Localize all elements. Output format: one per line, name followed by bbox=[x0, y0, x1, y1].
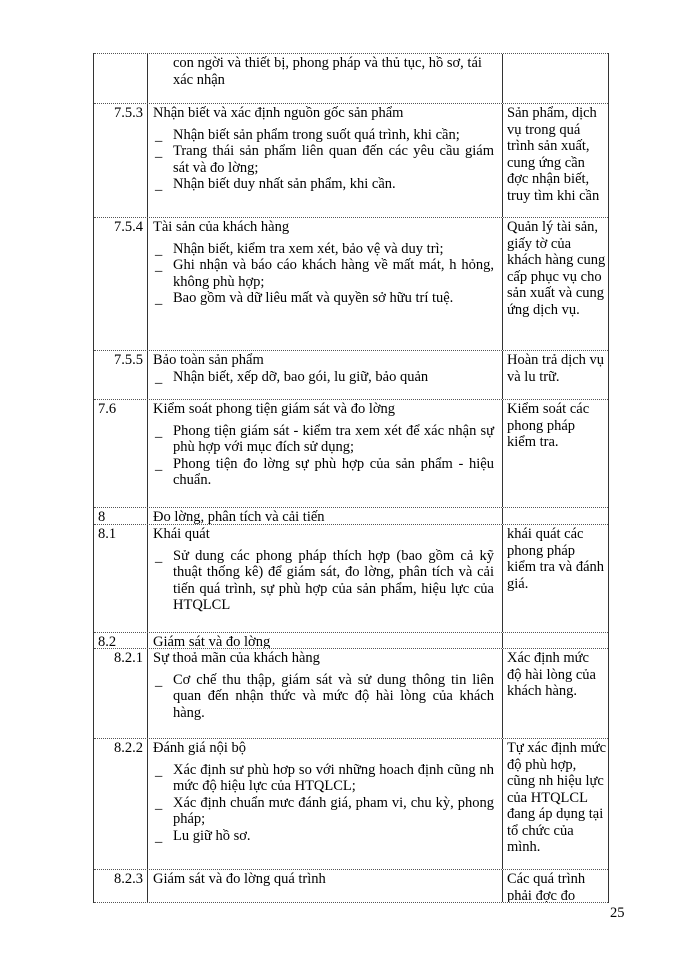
section-note bbox=[502, 508, 610, 524]
section-number: 7.5.5 bbox=[114, 352, 143, 368]
section-note: Hoàn trả dịch vụ và lu trữ. bbox=[502, 351, 610, 399]
section-number: 8.1 bbox=[98, 526, 117, 542]
bullet-item bbox=[153, 762, 494, 795]
bullet-item bbox=[153, 176, 494, 193]
section-number: 8.2 bbox=[98, 634, 117, 648]
dash-bullet-icon: _ bbox=[155, 369, 163, 386]
dash-bullet-icon: _ bbox=[155, 795, 163, 812]
table-row bbox=[94, 869, 608, 903]
section-note: Các quá trình phải đợc đo bbox=[502, 870, 610, 902]
table-row bbox=[94, 632, 608, 648]
dash-bullet-icon: _ bbox=[155, 291, 163, 307]
bullet-text: Trang thái sản phẩm liên quan đến các yêu cầu giám sát và đo lờng; bbox=[173, 143, 494, 176]
bullet-list bbox=[153, 423, 494, 489]
section-title: Kiểm soát phong tiện giám sát và đo lờng bbox=[153, 401, 396, 417]
section-title: Khái quát bbox=[153, 526, 210, 542]
section-note: Kiểm soát các phong pháp kiểm tra. bbox=[502, 400, 610, 507]
dash-bullet-icon: _ bbox=[155, 258, 163, 274]
table-row bbox=[94, 217, 608, 350]
bullet-text: Xác định chuẩn mưc đánh giá, pham vi, chu kỳ, phong pháp; bbox=[173, 794, 494, 827]
section-note: Quản lý tài sản, giấy tờ của khách hàng cung cấp phục vụ cho sản xuất và cung ứng dịch vụ. bbox=[502, 218, 610, 350]
section-content bbox=[147, 870, 502, 902]
bullet-list bbox=[153, 762, 494, 845]
section-title: Tài sản của khách hàng bbox=[153, 219, 290, 235]
section-content bbox=[147, 104, 502, 217]
section-note: Tự xác định mức độ phù hợp, cũng nh hiệu lực của HTQLCL đang áp dụng tại tổ chức của mình. bbox=[502, 739, 610, 869]
section-number: 8.2.1 bbox=[114, 650, 143, 666]
bullet-item bbox=[153, 548, 494, 614]
section-title: Bảo toàn sản phẩm bbox=[153, 352, 264, 368]
bullet-list bbox=[153, 241, 494, 307]
section-number bbox=[94, 54, 147, 103]
dash-bullet-icon: _ bbox=[155, 127, 163, 144]
continued-text: con ngời và thiết bị, phong pháp và thủ tục, hồ sơ, tái xác nhận bbox=[173, 55, 482, 88]
bullet-item bbox=[153, 290, 494, 307]
bullet-item bbox=[153, 127, 494, 144]
dash-bullet-icon: _ bbox=[155, 144, 163, 160]
bullet-text: Phong tiện giám sát - kiểm tra xem xét để xác nhận sự phù hợp với mục đích sử dụng; bbox=[173, 422, 494, 455]
section-note: khái quát các phong pháp kiểm tra và đánh giá. bbox=[502, 525, 610, 632]
dash-bullet-icon: _ bbox=[155, 672, 163, 689]
bullet-item bbox=[153, 257, 494, 290]
section-content bbox=[147, 400, 502, 507]
section-number: 7.6 bbox=[98, 401, 117, 417]
table-row bbox=[94, 524, 608, 632]
bullet-list bbox=[153, 369, 494, 386]
table-row bbox=[94, 103, 608, 217]
bullet-list bbox=[153, 127, 494, 193]
section-title: Sự thoả mãn của khách hàng bbox=[153, 650, 320, 666]
section-content bbox=[147, 739, 502, 869]
table-row bbox=[94, 507, 608, 524]
bullet-item bbox=[153, 828, 494, 845]
section-number: 8 bbox=[98, 509, 106, 524]
bullet-text: Ghi nhận và báo cáo khách hàng về mất mát, h hỏng, không phù hợp; bbox=[173, 257, 494, 290]
table-row bbox=[94, 399, 608, 507]
section-title: Giám sát và đo lờng bbox=[153, 634, 271, 648]
dash-bullet-icon: _ bbox=[155, 456, 163, 473]
section-content bbox=[147, 508, 502, 524]
section-content bbox=[147, 649, 502, 738]
bullet-text: Nhận biết, xếp dỡ, bao gói, lu giữ, bảo quản bbox=[173, 368, 429, 385]
table-row bbox=[94, 738, 608, 869]
section-content bbox=[147, 525, 502, 632]
bullet-text: Sử dung các phong pháp thích hợp (bao gồm cả kỹ thuật thống kê) để giám sát, đo lờng, phân tích và cải tiến quá trình, sự phù hợp của sản phẩm, hiệu lực của HTQLCL bbox=[173, 547, 494, 613]
dash-bullet-icon: _ bbox=[155, 177, 163, 193]
table-row bbox=[94, 53, 608, 103]
bullet-text: Nhận biết sản phẩm trong suốt quá trình, khi cần; bbox=[173, 126, 460, 143]
bullet-item bbox=[153, 795, 494, 828]
section-content bbox=[147, 54, 502, 103]
bullet-text: Lu giữ hồ sơ. bbox=[173, 827, 251, 844]
dash-bullet-icon: _ bbox=[155, 548, 163, 565]
bullet-item bbox=[153, 423, 494, 456]
section-note bbox=[502, 54, 610, 103]
dash-bullet-icon: _ bbox=[155, 828, 163, 845]
bullet-list bbox=[153, 672, 494, 722]
dash-bullet-icon: _ bbox=[155, 762, 163, 779]
section-content bbox=[147, 351, 502, 399]
bullet-item bbox=[153, 672, 494, 722]
section-number: 7.5.4 bbox=[114, 219, 143, 235]
section-number: 7.5.3 bbox=[114, 105, 143, 121]
bullet-item bbox=[153, 241, 494, 258]
bullet-text: Phong tiện đo lờng sự phù hợp của sản phẩm - hiệu chuẩn. bbox=[173, 455, 494, 488]
bullet-list bbox=[153, 548, 494, 614]
dash-bullet-icon: _ bbox=[155, 423, 163, 440]
section-number: 8.2.2 bbox=[114, 740, 143, 756]
section-content bbox=[147, 218, 502, 350]
bullet-item bbox=[153, 143, 494, 176]
section-title: Nhận biết và xác định nguồn gốc sản phẩm bbox=[153, 105, 404, 121]
bullet-text: Nhận biết, kiểm tra xem xét, bảo vệ và duy trì; bbox=[173, 240, 444, 257]
section-title: Đo lờng, phân tích và cải tiến bbox=[153, 509, 325, 524]
bullet-text: Nhận biết duy nhất sản phẩm, khi cần. bbox=[173, 176, 396, 192]
section-note: Sản phẩm, dịch vụ trong quá trình sản xuất, cung ứng cần đợc nhận biết, truy tìm khi cần bbox=[502, 104, 610, 217]
dash-bullet-icon: _ bbox=[155, 241, 163, 258]
section-title: Giám sát và đo lờng quá trình bbox=[153, 871, 326, 887]
section-number: 8.2.3 bbox=[114, 871, 143, 887]
table-row bbox=[94, 648, 608, 738]
bullet-text: Cơ chế thu thập, giám sát và sử dung thông tin liên quan đến nhận thức và mức độ hài lòng của khách hàng. bbox=[173, 671, 494, 721]
bullet-item bbox=[153, 369, 494, 386]
page-number: 25 bbox=[610, 905, 625, 921]
bullet-text: Bao gồm và dữ liêu mất và quyền sở hữu trí tuệ. bbox=[173, 290, 454, 306]
bullet-item bbox=[153, 456, 494, 489]
table-row bbox=[94, 350, 608, 399]
section-content bbox=[147, 633, 502, 648]
bullet-text: Xác định sư phù hơp so với những hoach định cũng nh mức độ hiệu lực của HTQLCL; bbox=[173, 761, 494, 794]
section-note bbox=[502, 633, 610, 648]
section-note: Xác định mức độ hài lòng của khách hàng. bbox=[502, 649, 610, 738]
requirements-table bbox=[93, 53, 609, 903]
section-title: Đánh giá nội bộ bbox=[153, 740, 247, 756]
